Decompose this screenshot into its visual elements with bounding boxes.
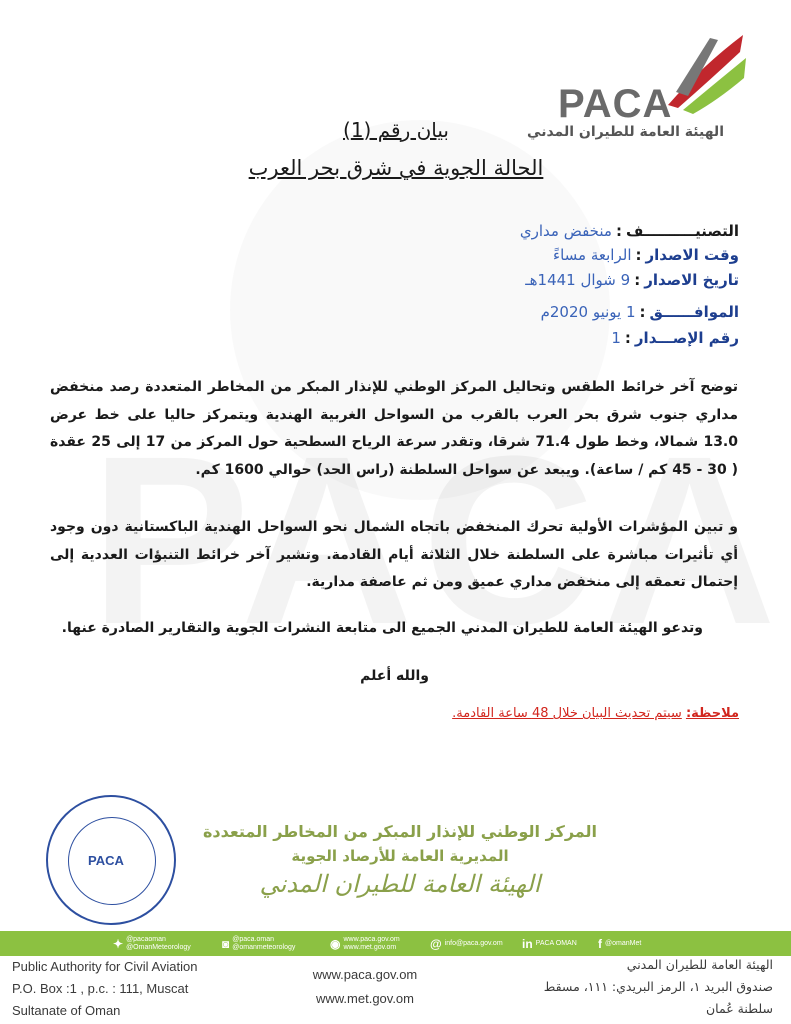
statement-subject-title: الحالة الجوية في شرق بحر العرب [248,156,544,180]
meta-classification [520,222,739,240]
note-text: سيتم تحديث البيان خلال 48 ساعة القادمة. [452,706,682,721]
meta-separator: : [615,222,622,240]
issue-time-value: الرابعة مساءً [553,246,632,264]
gregorian-label: الموافــــــق [649,303,739,321]
classification-value: منخفض مداري [519,222,612,240]
paca-logo [527,30,748,140]
footer-center-line-2: المديرية العامة للأرصاد الجوية [291,847,509,865]
email-address: info@paca.gov.om [444,940,503,947]
social-linkedin[interactable] [522,936,577,951]
official-seal [46,795,176,925]
instagram-handle-2: @omanmeteorology [232,943,296,951]
body-paragraph-2: و تبين المؤشرات الأولية تحرك المنخفض باتجاه الشمال نحو السواحل الهندية الباكستانية دون وجود أي تأثيرات مباشرة على السلطنة خلال الثلاثة أيام القادمة. وتشير آخر خرائط التنبؤات العددية إلى إحتمال تعمقه إلى منخفض مداري عميق ومن ثم عاصفة مدارية. [50,519,738,590]
social-instagram[interactable] [222,936,295,951]
logo-word: PACA [558,82,673,126]
linkedin-icon: in [522,936,533,951]
social-twitter[interactable] [113,936,191,951]
globe-icon: ◉ [330,936,341,951]
address-en-line-3: Sultanate of Oman [12,1003,121,1018]
logo-arabic-name: الهيئة العامة للطيران المدني [527,124,724,140]
address-ar-line-1: الهيئة العامة للطيران المدني [626,957,773,972]
address-en-line-2: P.O. Box :1 , p.c. : 111, Muscat [12,981,189,996]
address-ar-line-2: صندوق البريد ١، الرمز البريدي: ١١١، مسقط [543,979,773,994]
meta-issue-number [611,329,739,347]
web-link-1: www.paca.gov.om [343,935,400,943]
closing-line: والله أعلم [360,668,429,684]
email-icon: @ [430,936,442,951]
web-link-2: www.met.gov.om [343,943,397,951]
address-en-line-1: Public Authority for Civil Aviation [12,959,198,974]
meta-separator: : [639,303,646,321]
note-label: ملاحظة: [685,706,739,721]
meta-separator: : [634,271,641,289]
classification-label: التصنيــــــــــف [625,222,739,240]
body-paragraph-3: وتدعو الهيئة العامة للطيران المدني الجميع الى متابعة النشرات الجوية والتقارير الصادرة عنها. [61,620,703,636]
facebook-icon: f [598,936,602,951]
facebook-handle: @omanMet [605,940,642,947]
twitter-handle-2: @OmanMeteorology [126,943,191,951]
gregorian-value: 1 يونيو 2020م [540,303,636,321]
linkedin-name: PACA OMAN [535,940,577,947]
seal-text: PACA [88,853,124,868]
social-facebook[interactable] [598,936,641,951]
meta-separator: : [635,246,642,264]
issue-date-value: 9 شوال 1441هـ [525,271,631,289]
meta-separator: : [624,329,631,347]
instagram-icon: ◙ [222,936,230,951]
social-web[interactable] [330,936,400,951]
twitter-icon: ✦ [113,936,124,951]
footer-calligraphy: الهيئة العامة للطيران المدني [259,870,541,898]
issue-time-label: وقت الاصدار [645,246,739,264]
social-band [0,931,791,956]
issue-date-label: تاريخ الاصدار [644,271,739,289]
footer-center-line-1: المركز الوطني للإنذار المبكر من المخاطر المتعددة [202,822,598,841]
social-email[interactable] [430,936,503,951]
meta-issue-date [525,271,739,289]
twitter-handle-1: @pacaoman [126,935,166,943]
body-paragraph-1: توضح آخر خرائط الطقس وتحاليل المركز الوطني للإنذار المبكر من المخاطر المتعددة رصد منخفض مداري جنوب شرق بحر العرب بالقرب من السواحل الغربية الهندية ويتمركز حاليا على خط عرض 13.0 شمالا، وخط طول 71.4 شرقا، وتقدر سرعة الرياح السطحية حول المركز من 17 إلى 25 عقدة ( 30 - 45 كم / ساعة). ويبعد عن سواحل السلطنة (راس الحد) حوالي 1600 كم. [50,379,738,478]
meta-issue-time [553,246,739,264]
meta-gregorian-date [541,303,739,321]
issue-number-label: رقم الإصـــدار [634,329,739,347]
address-ar-line-3: سلطنة عُمان [706,1001,773,1016]
statement-number-title: بيان رقم (1) [343,118,449,142]
note [452,706,739,721]
issue-number-value: 1 [611,329,621,347]
instagram-handle-1: @paca.oman [232,935,274,943]
footer-web-link-2[interactable]: www.met.gov.om [315,991,414,1006]
footer-web-link-1[interactable]: www.paca.gov.om [312,967,418,982]
